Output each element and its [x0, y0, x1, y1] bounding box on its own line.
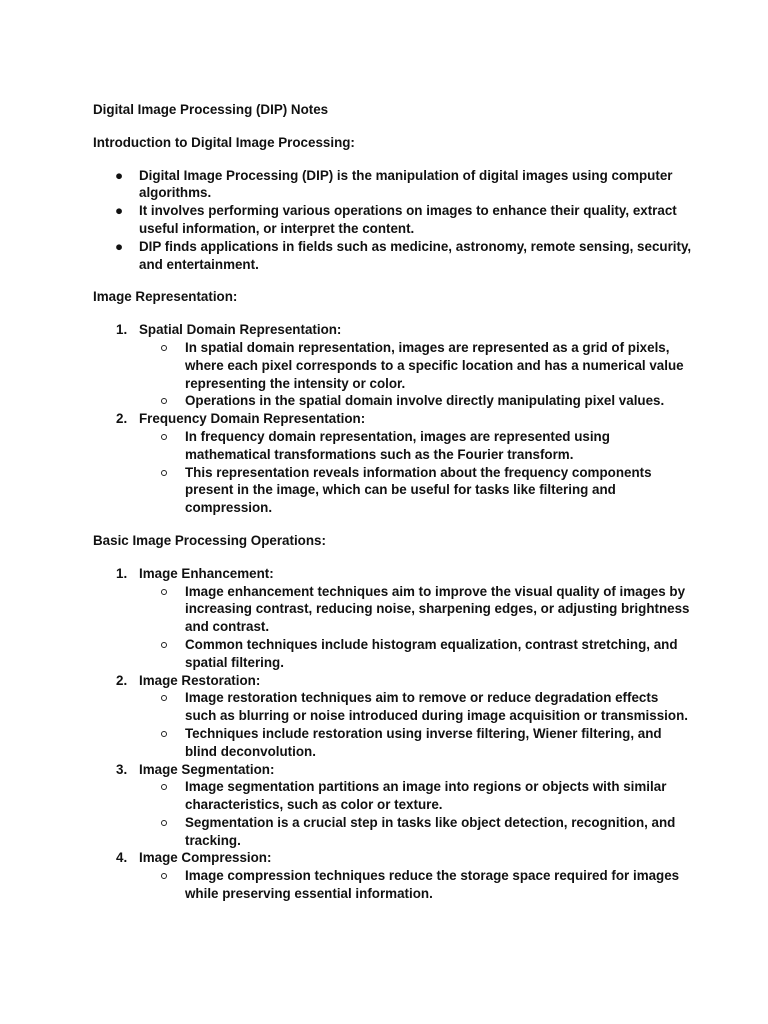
sub-list — [139, 778, 693, 849]
list-item — [93, 321, 693, 410]
sub-list-item-text: Image compression techniques reduce the storage space required for images while preserving essential information. — [185, 868, 680, 902]
sub-list-item-text: In frequency domain representation, images are represented using mathematical transformations such as the Fourier transform. — [185, 428, 610, 462]
operations-heading: Basic Image Processing Operations: — [93, 532, 326, 548]
list-number: 1. — [116, 565, 128, 581]
list-item — [93, 410, 693, 517]
sub-list — [139, 339, 693, 410]
sub-list — [139, 583, 693, 672]
list-item — [93, 761, 693, 850]
sub-list-item-text: Common techniques include histogram equalization, contrast stretching, and spatial filtering. — [185, 636, 678, 670]
intro-bullet-list — [93, 167, 693, 274]
hollow-bullet-icon — [161, 784, 167, 790]
hollow-bullet-icon — [161, 695, 167, 701]
sub-list-item-text: Image restoration techniques aim to remove or reduce degradation effects such as blurring or noise introduced during image acquisition or transmission. — [185, 690, 688, 724]
sub-list-item-text: Image segmentation partitions an image into regions or objects with similar characteristics, such as color or texture. — [185, 779, 667, 813]
hollow-bullet-icon — [161, 589, 167, 595]
document-title: Digital Image Processing (DIP) Notes — [93, 102, 329, 117]
sub-list — [139, 867, 693, 903]
sub-list-item-text: Image enhancement techniques aim to improve the visual quality of images by increasing contrast, reducing noise, sharpening edges, or adjusting brightness and contrast. — [185, 583, 690, 635]
list-item — [93, 565, 693, 672]
list-number: 2. — [116, 411, 128, 427]
hollow-bullet-icon — [161, 873, 167, 879]
sub-list-item — [139, 428, 693, 464]
list-item — [93, 672, 693, 761]
list-item-label: Image Compression: — [139, 850, 272, 866]
sub-list-item — [139, 636, 693, 672]
hollow-bullet-icon — [161, 398, 167, 404]
list-number: 3. — [116, 761, 128, 777]
sub-list-item — [139, 339, 693, 392]
hollow-bullet-icon — [161, 434, 167, 440]
representation-heading: Image Representation: — [93, 289, 238, 305]
intro-heading: Introduction to Digital Image Processing: — [93, 134, 355, 150]
sub-list-item-text: In spatial domain representation, images are represented as a grid of pixels, where each pixel corresponds to a specific location and has a numerical value representing the intensity or color. — [185, 339, 684, 391]
hollow-bullet-icon — [161, 470, 167, 476]
sub-list-item-text: Techniques include restoration using inverse filtering, Wiener filtering, and blind deconvolution. — [185, 725, 662, 759]
list-number: 4. — [116, 850, 128, 866]
bullet-icon: ● — [115, 167, 124, 183]
list-item-text: It involves performing various operations on images to enhance their quality, extract useful information, or interpret the content. — [139, 203, 677, 236]
list-number: 1. — [116, 322, 128, 338]
hollow-bullet-icon — [161, 731, 167, 737]
list-item — [93, 202, 693, 238]
list-item-label: Frequency Domain Representation: — [139, 411, 366, 427]
bullet-icon: ● — [115, 238, 124, 254]
sub-list-item — [139, 725, 693, 761]
list-item-label: Spatial Domain Representation: — [139, 322, 342, 338]
sub-list-item — [139, 867, 693, 903]
list-item — [93, 849, 693, 902]
sub-list-item-text: Operations in the spatial domain involve directly manipulating pixel values. — [185, 393, 665, 409]
representation-list — [93, 321, 693, 517]
list-item-label: Image Restoration: — [139, 672, 261, 688]
sub-list-item-text: This representation reveals information about the frequency components present in the image, which can be useful for tasks like filtering and compression. — [185, 464, 652, 516]
list-item — [93, 167, 693, 203]
sub-list-item — [139, 778, 693, 814]
list-item-label: Image Enhancement: — [139, 565, 274, 581]
sub-list-item — [139, 464, 693, 517]
hollow-bullet-icon — [161, 345, 167, 351]
list-item — [93, 238, 693, 274]
sub-list — [139, 428, 693, 517]
hollow-bullet-icon — [161, 642, 167, 648]
sub-list-item — [139, 392, 693, 410]
sub-list-item — [139, 583, 693, 636]
document-page — [93, 101, 693, 918]
list-item-label: Image Segmentation: — [139, 761, 275, 777]
operations-list — [93, 565, 693, 903]
sub-list — [139, 689, 693, 760]
sub-list-item — [139, 814, 693, 850]
list-item-text: Digital Image Processing (DIP) is the manipulation of digital images using computer algorithms. — [139, 167, 673, 201]
list-number: 2. — [116, 672, 128, 688]
list-item-text: DIP finds applications in fields such as medicine, astronomy, remote sensing, security, and entertainment. — [139, 238, 692, 272]
sub-list-item-text: Segmentation is a crucial step in tasks like object detection, recognition, and tracking. — [185, 814, 676, 848]
bullet-icon: ● — [115, 203, 124, 219]
sub-list-item — [139, 689, 693, 725]
hollow-bullet-icon — [161, 820, 167, 826]
